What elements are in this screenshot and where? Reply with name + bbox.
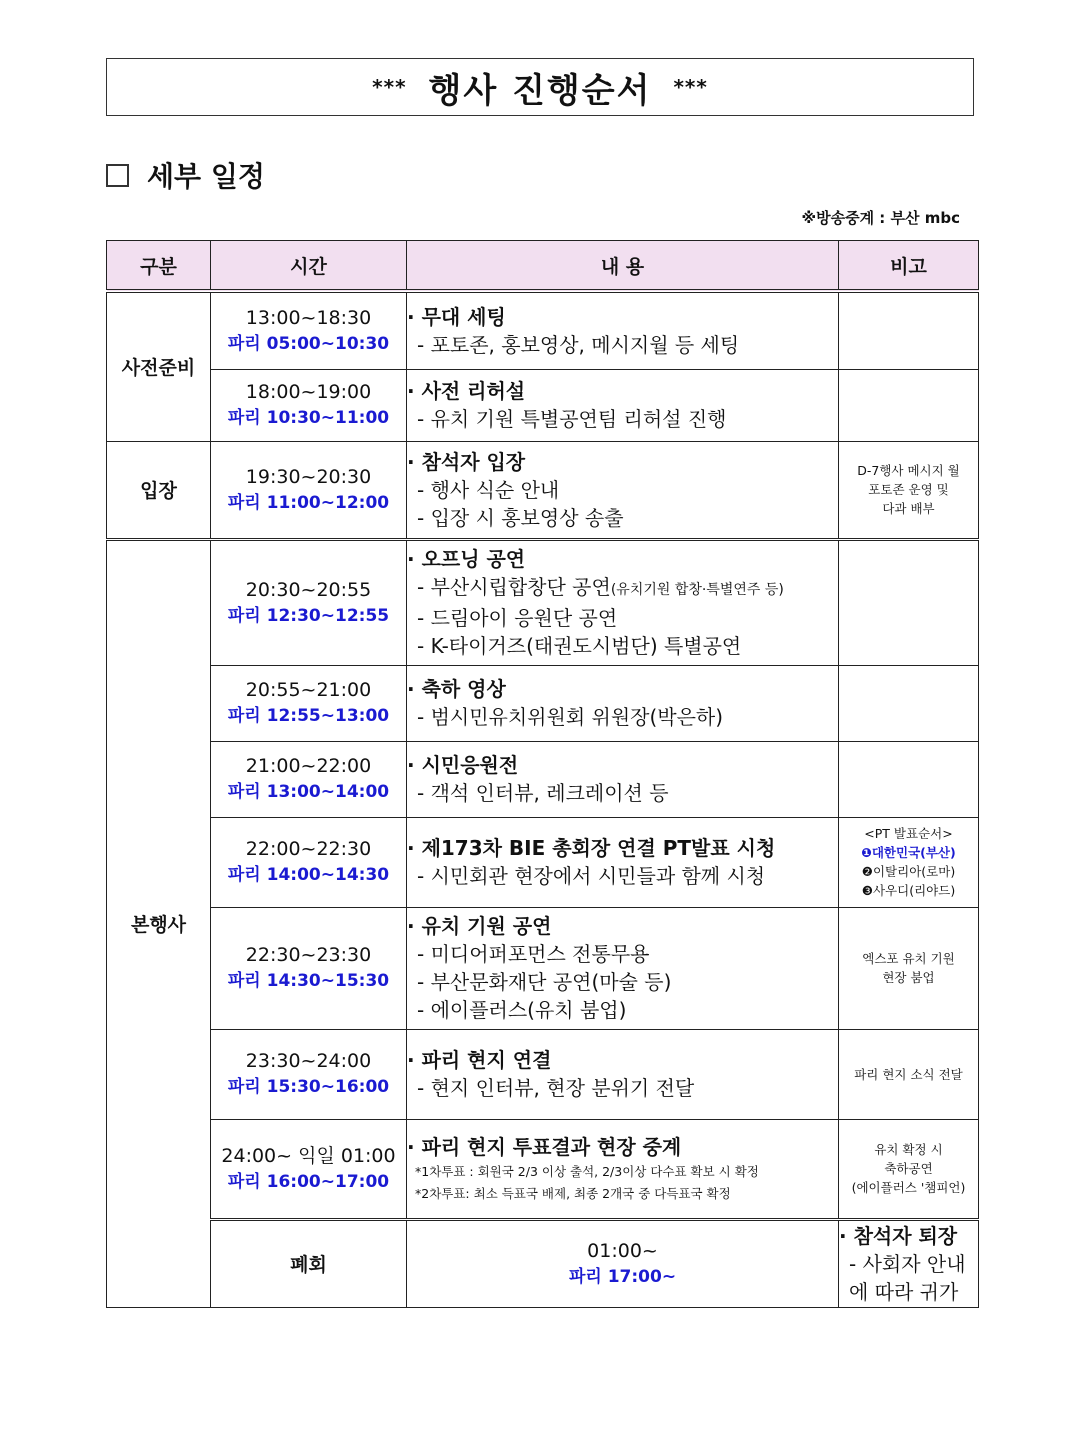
content-item: - 미디어퍼포먼스 전통무용 [407,940,838,968]
content-item: - 에이플러스(유치 붐업) [407,996,838,1024]
content-heading: · 파리 현지 투표결과 현장 중계 [407,1133,838,1161]
table-row [107,539,979,665]
paris-time: 파리 16:00~17:00 [227,1171,390,1192]
time-cell [211,907,407,1029]
table-row [107,741,979,817]
content-cell [407,441,839,539]
content-item: - 사회자 안내에 따라 귀가 [839,1250,978,1306]
time-cell [211,665,407,741]
content-cell [407,1029,839,1119]
remark-line: 포토존 운영 및 [868,482,949,497]
remark-line: 현장 붐업 [882,970,935,985]
remarks-cell [839,1029,979,1119]
content-item [407,573,838,604]
time-cell [211,1119,407,1219]
content-cell [407,817,839,907]
remark-line: 다과 배부 [882,501,935,516]
korea-time: 22:30~23:30 [245,944,372,966]
column-header-remarks: 비고 [839,241,979,292]
table-row [107,291,979,369]
time-cell [211,1029,407,1119]
remark-line: 파리 현지 소식 전달 [854,1066,963,1082]
content-cell [407,741,839,817]
content-item: - 행사 식순 안내 [407,476,838,504]
paris-time: 파리 12:30~12:55 [227,605,390,626]
category-cell: 폐회 [211,1219,407,1307]
broadcast-note: ※방송중계 : 부산 mbc [801,209,960,227]
content-heading: · 참석자 입장 [407,448,838,476]
korea-time: 19:30~20:30 [245,465,372,488]
korea-time: 22:00~22:30 [245,838,372,860]
voting-rule-note: *1차투표 : 회원국 2/3 이상 출석, 2/3이상 다수표 확보 시 확정 [415,1163,759,1179]
korea-time: 23:30~24:00 [245,1050,372,1072]
table-row [107,665,979,741]
content-heading: · 유치 기원 공연 [407,912,838,940]
voting-rule-note: *2차투표: 최소 득표국 배제, 최종 2개국 중 다득표국 확정 [415,1185,731,1201]
content-cell [407,907,839,1029]
content-item: - K-타이거즈(태권도시범단) 특별공연 [407,632,838,660]
content-item: - 부산문화재단 공연(마술 등) [407,968,838,996]
content-heading: · 사전 리허설 [407,377,838,405]
table-row [107,907,979,1029]
korea-time: 01:00~ [587,1239,658,1262]
content-cell [407,369,839,441]
remarks-cell [839,665,979,741]
time-cell [211,441,407,539]
remark-line: <PT 발표순서> [864,826,953,841]
time-cell [211,291,407,369]
content-item-main: 부산시립합창단 공연 [430,575,611,599]
korea-time: 24:00~ 익일 01:00 [221,1144,396,1167]
table-row [107,441,979,539]
remark-line: 축하공연 [884,1161,933,1176]
paris-time: 파리 13:00~14:00 [227,782,390,802]
section-heading [106,155,265,195]
content-cell [407,539,839,665]
content-item: - 시민회관 현장에서 시민들과 함께 시청 [407,862,838,890]
time-cell [211,369,407,441]
paris-time: 파리 10:30~11:00 [227,408,390,428]
content-item: - 객석 인터뷰, 레크레이션 등 [407,779,838,807]
korea-time: 13:00~18:30 [245,306,372,329]
paris-time: 파리 12:55~13:00 [227,706,390,726]
table-header-row [107,241,979,292]
table-row [107,1219,979,1307]
korea-time: 20:30~20:55 [245,578,372,601]
content-heading: · 무대 세팅 [407,303,838,331]
paris-time: 파리 11:00~12:00 [227,492,390,513]
column-header-time: 시간 [211,241,407,292]
content-cell [839,1219,979,1307]
remark-line: D-7행사 메시지 월 [857,463,960,478]
time-cell [407,1219,839,1307]
category-cell: 본행사 [107,539,211,1307]
title-stars-right: *** [673,75,708,99]
table-row [107,369,979,441]
category-cell: 사전준비 [107,291,211,441]
content-item-detail: (유치기원 합창·특별연주 등) [610,582,784,598]
document-title-box [106,58,974,116]
content-cell [407,1119,839,1219]
remarks-cell [839,817,979,907]
content-item: - 포토존, 홍보영상, 메시지월 등 세팅 [407,331,838,359]
table-row [107,1029,979,1119]
paris-time: 파리 17:00~ [568,1266,677,1287]
korea-time: 18:00~19:00 [245,381,372,403]
remarks-cell [839,291,979,369]
remark-line: (에이플러스 '챔피언) [851,1180,966,1195]
content-item: - 입장 시 홍보영상 송출 [407,504,838,532]
content-heading: · 오프닝 공연 [407,545,838,573]
title-stars-left: *** [372,75,407,99]
remark-line: ❶대한민국(부산) [861,845,956,860]
content-heading: · 참석자 퇴장 [839,1222,978,1250]
category-cell: 입장 [107,441,211,539]
time-cell [211,539,407,665]
content-item: - 범시민유치위원회 위원장(박은하) [407,703,838,731]
korea-time: 21:00~22:00 [245,755,372,777]
time-cell [211,741,407,817]
remark-line: ❸사우디(리야드) [861,883,956,898]
remark-line: 유치 확정 시 [874,1142,943,1157]
column-header-content: 내 용 [407,241,839,292]
content-heading: · 축하 영상 [407,675,838,703]
korea-time: 20:55~21:00 [245,679,372,701]
paris-time: 파리 14:00~14:30 [227,865,390,885]
column-header-category: 구분 [107,241,211,292]
time-cell [211,817,407,907]
paris-time: 파리 14:30~15:30 [227,971,390,991]
remarks-cell [839,539,979,665]
table-row [107,1119,979,1219]
remarks-cell [839,741,979,817]
content-cell [407,291,839,369]
content-heading: · 시민응원전 [407,751,838,779]
remarks-cell [839,441,979,539]
remarks-cell [839,369,979,441]
document-title: 행사 진행순서 [428,70,652,111]
remark-line: ❷이탈리아(로마) [861,864,956,879]
paris-time: 파리 05:00~10:30 [227,333,390,354]
checkbox-square-icon [106,164,129,187]
table-row [107,817,979,907]
content-item: - 현지 인터뷰, 현장 분위기 전달 [407,1074,838,1102]
content-cell [407,665,839,741]
remarks-cell [839,1119,979,1219]
content-item: - 드림아이 응원단 공연 [407,604,838,632]
remarks-cell [839,907,979,1029]
schedule-table [106,240,979,1308]
content-item: - 유치 기원 특별공연팀 리허설 진행 [407,405,838,433]
remark-line: 엑스포 유치 기원 [862,951,955,966]
paris-time: 파리 15:30~16:00 [227,1077,390,1097]
content-heading: · 제173차 BIE 총회장 연결 PT발표 시청 [407,834,838,862]
section-title: 세부 일정 [147,160,265,193]
content-heading: · 파리 현지 연결 [407,1046,838,1074]
